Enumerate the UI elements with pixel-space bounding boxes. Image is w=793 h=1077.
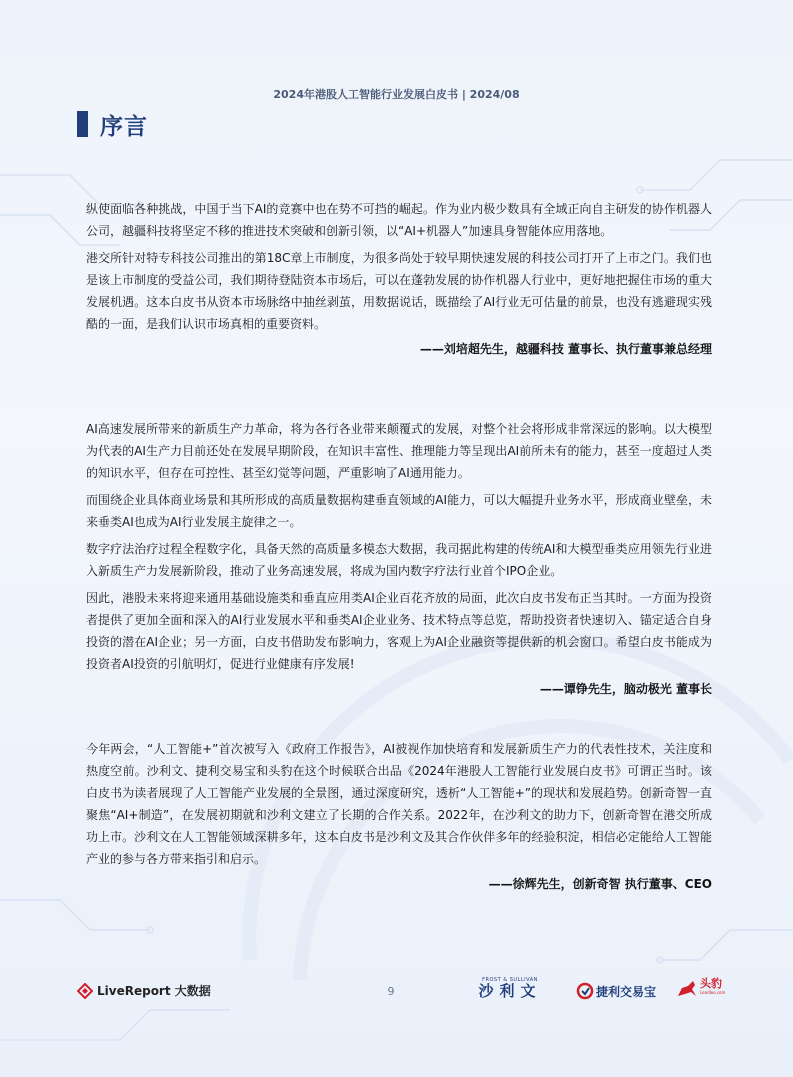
section-title [77, 111, 148, 140]
livereport-mark-icon [77, 983, 93, 999]
running-header: 2024年港股人工智能行业发展白皮书 | 2024/08 [273, 88, 520, 101]
paragraph: 港交所针对特专科技公司推出的第18C章上市制度，为很多尚处于较早期快速发展的科技公司打开了上市之门。我们也是该上市制度的受益公司，我们期待登陆资本市场后，可以在蓬勃发展的协作机器人行业中，更好地把握住市场的重大发展机遇。这本白皮书从资本市场脉络中抽丝剥茧，用数据说话，既描绘了AI行业无可估量的前景，也没有逃避现实残酷的一面，是我们认识市场真相的重要资料。 [86, 251, 712, 331]
paragraph: 因此，港股未来将迎来通用基础设施类和垂直应用类AI企业百花齐放的局面，此次白皮书发布正当其时。一方面为投资者提供了更加全面和深入的AI行业发展水平和垂类AI企业业务、技术特点等总览，帮助投资者快速切入、锚定适合自身投资的潜在AI企业；另一方面，白皮书借助发布影响力，客观上为AI企业融资等提供新的机会窗口。希望白皮书能成为投资者AI投资的引航明灯，促进行业健康有序发展! [86, 591, 712, 671]
section-title-text: 序言 [100, 113, 148, 140]
livereport-logo-text: LiveReport 大数据 [97, 984, 211, 998]
jieli-logo [576, 982, 656, 1000]
preface-block-3 [86, 738, 712, 892]
frost-sullivan-english: FROST & SULLIVAN [482, 977, 538, 983]
title-accent-bar [77, 111, 88, 137]
frost-sullivan-logo [478, 977, 542, 1000]
signature: ——徐辉先生，创新奇智 执行董事、CEO [488, 877, 712, 891]
signature: ——刘培超先生，越疆科技 董事长、执行董事兼总经理 [419, 342, 712, 356]
livereport-logo [77, 982, 211, 999]
page-number: 9 [387, 985, 395, 998]
signature: ——谭铮先生，脑动极光 董事长 [539, 682, 712, 696]
leopard-icon [676, 978, 698, 1000]
paragraph: 而围绕企业具体商业场景和其所形成的高质量数据构建垂直领域的AI能力，可以大幅提升业务水平，形成商业壁垒，未来垂类AI也成为AI行业发展主旋律之一。 [86, 493, 712, 529]
jieli-logo-text: 捷利交易宝 [596, 984, 657, 999]
footer [0, 977, 793, 1010]
toubao-logo-text: 头豹 [700, 977, 722, 990]
toubao-logo [676, 978, 725, 1000]
paragraph: AI高速发展所带来的新质生产力革命，将为各行各业带来颠覆式的发展，对整个社会将形成非常深远的影响。以大模型为代表的AI生产力目前还处在发展早期阶段，在知识丰富性、推理能力等呈现出AI前所未有的能力，甚至一度超过人类的知识水平，但存在可控性、甚至幻觉等问题，严重影响了AI通用能力。 [86, 422, 712, 480]
jieli-mark-icon [576, 982, 594, 1000]
paragraph: 纵使面临各种挑战，中国于当下AI的竞赛中也在势不可挡的崛起。作为业内极少数具有全域正向自主研发的协作机器人公司，越疆科技将坚定不移的推进技术突破和创新引领，以“AI+机器人”加速具身智能体应用落地。 [86, 202, 712, 238]
preface-block-1 [86, 198, 712, 357]
paragraph: 今年两会，“人工智能+”首次被写入《政府工作报告》，AI被视作加快培育和发展新质生产力的代表性技术，关注度和热度空前。沙利文、捷利交易宝和头豹在这个时候联合出品《2024年港股人工智能行业发展白皮书》可谓正当时。该白皮书为读者展现了人工智能产业发展的全景图，通过深度研究，透析“人工智能+”的现状和发展趋势。创新奇智一直聚焦“AI+制造”，在发展初期就和沙利文建立了长期的合作关系。2022年，在沙利文的助力下，创新奇智在港交所成功上市。沙利文在人工智能领域深耕多年，这本白皮书是沙利文及其合作伙伴多年的经验积淀，相信必定能给人工智能产业的参与各方带来指引和启示。 [86, 742, 712, 866]
preface-block-2 [86, 418, 712, 697]
toubao-logo-url: Leadleo.com [700, 990, 726, 995]
frost-sullivan-chinese: 沙利文 [478, 982, 542, 1000]
paragraph: 数字疗法治疗过程全程数字化，具备天然的高质量多模态大数据，我司据此构建的传统AI和大模型垂类应用领先行业进入新质生产力发展新阶段，推动了业务高速发展，将成为国内数字疗法行业首个IPO企业。 [86, 542, 712, 578]
